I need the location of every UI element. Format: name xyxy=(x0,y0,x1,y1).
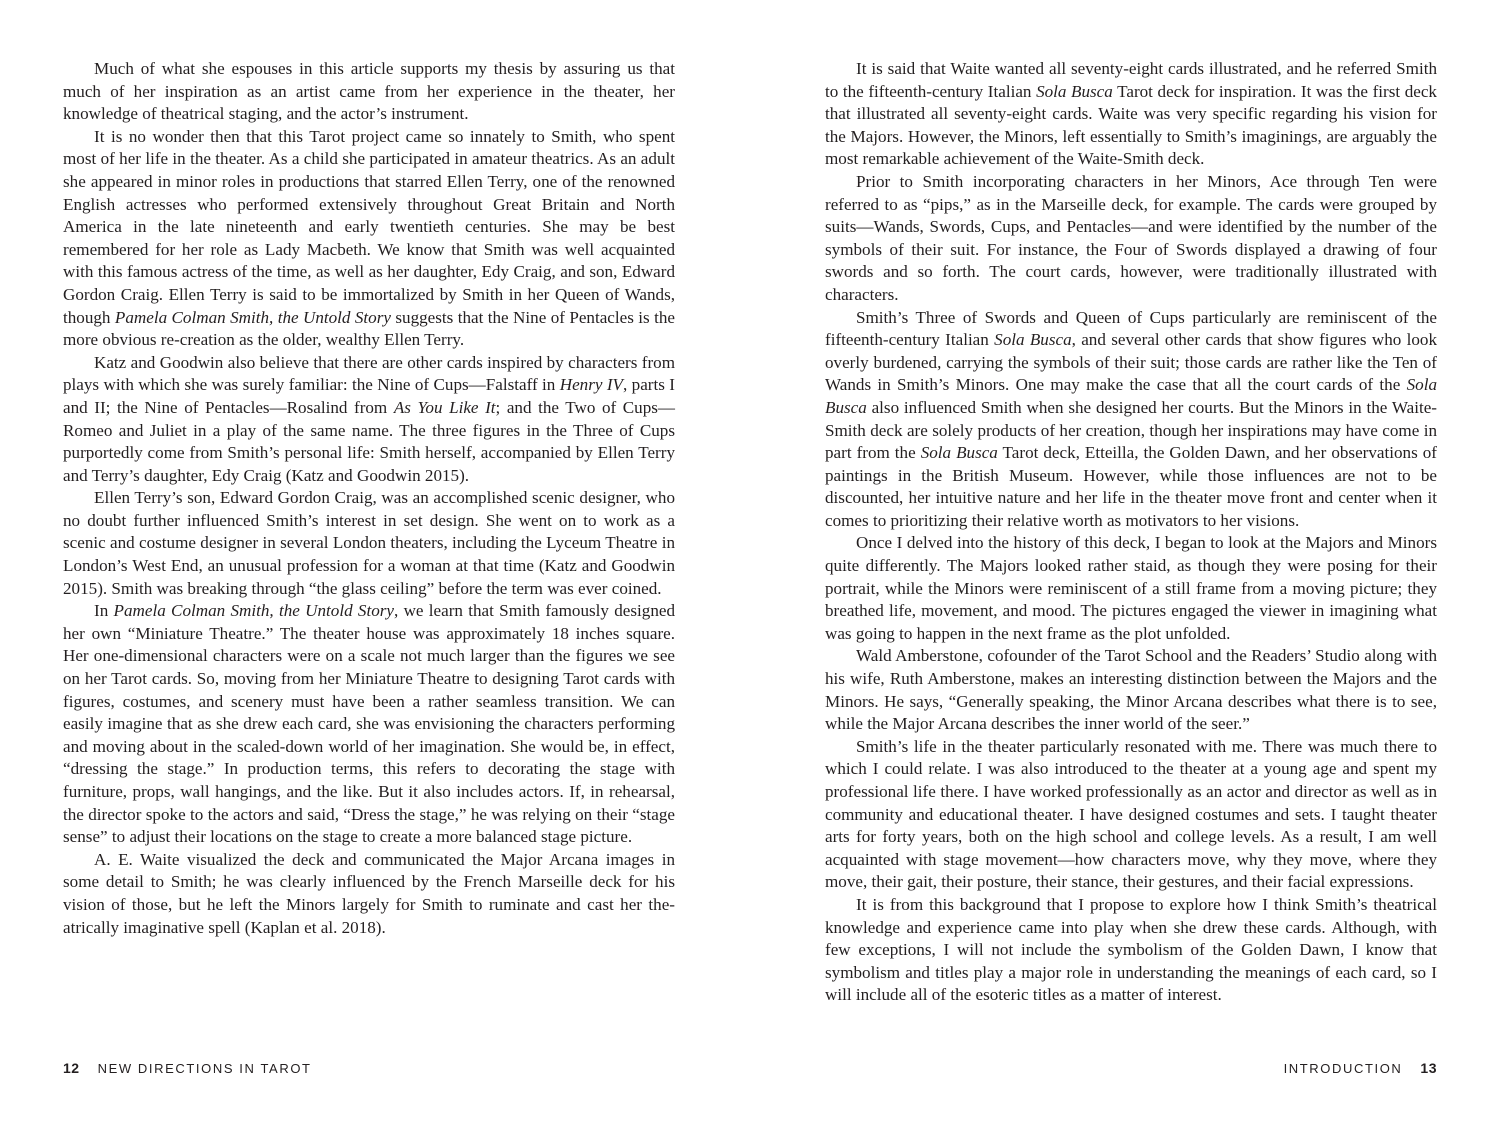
body-paragraph: Smith’s Three of Swords and Queen of Cups particularly are reminiscent of the fifteenth-century Italian Sola Busca, and several other cards that show figures who look overly burdened, carrying the symbols of their suit; those cards are rather like the Ten of Wands in Smith’s Minors. One may make the case that all the court cards of the Sola Busca also influenced Smith when she designed her courts. But the Minors in the Waite-Smith deck are solely products of her creation, though her inspirations may have come in part from the Sola Busca Tarot deck, Etteilla, the Golden Dawn, and her observations of paintings in the British Museum. However, while those influences are not to be discounted, her intuitive nature and her life in the theater move front and center when it comes to prioritizing their relative worth as motivators to her visions. xyxy=(825,307,1437,530)
body-paragraph: Wald Amberstone, cofounder of the Tarot School and the Readers’ Studio along with his wife, Ruth Amberstone, makes an interesting distinction between the Majors and the Minors. He says, “Generally speaking, the Minor Arcana describes what there is to see, while the Major Arcana describes the inner world of the seer.” xyxy=(825,646,1437,734)
body-paragraph: Katz and Goodwin also believe that there are other cards inspired by characters from plays with which she was surely familiar: the Nine of Cups—Falstaff in Henry IV, parts I and II; the Nine of Pentacles—Rosalind from As You Like It; and the Two of Cups—Romeo and Juliet in a play of the same name. The three figures in the Three of Cups purportedly come from Smith’s personal life: Smith herself, accompanied by Ellen Terry and Terry’s daughter, Edy Craig (Katz and Goodwin 2015). xyxy=(63,352,676,485)
left-page xyxy=(63,58,675,939)
right-footer xyxy=(1284,1060,1437,1076)
body-paragraph: It is no wonder then that this Tarot project came so innately to Smith, who spent most of her life in the theater. As a child she participated in amateur theatrics. As an adult she appeared in minor roles in productions that starred Ellen Terry, one of the renowned English actresses who performed extensively throughout Great Britain and North America in the late nineteenth and early twentieth centuries. She may be best remembered for her role as Lady Macbeth. We know that Smith was well acquainted with this famous actress of the time, as well as her daughter, Edy Craig, and son, Edward Gordon Craig. Ellen Terry is said to be immortalized by Smith in her Queen of Wands, though Pamela Colman Smith, the Untold Story suggests that the Nine of Pentacles is the more obvious re-creation as the older, wealthy Ellen Terry. xyxy=(63,126,675,350)
running-head: INTRODUCTION xyxy=(1283,1061,1403,1076)
page-number: 12 xyxy=(63,1060,80,1076)
body-paragraph: A. E. Waite visualized the deck and communicated the Major Arcana images in some detail to Smith; he was clearly influenced by the French Marseille deck for his vision of those, but he left the Minors largely for Smith to ruminate and cast her theatrically imaginative spell (Kaplan et al. 2018). xyxy=(63,849,675,937)
body-paragraph: Smith’s life in the theater particularly resonated with me. There was much there to which I could relate. I was also introduced to the theater at a young age and spent my professional life there. I have worked professionally as an actor and director as well as in community and educational theater. I have designed costumes and sets. I taught theater arts for forty years, both on the high school and college levels. As a result, I am well acquainted with stage movement—how characters move, why they move, where they move, their gait, their posture, their stance, their gestures, and their facial expressions. xyxy=(825,736,1437,892)
left-footer xyxy=(63,1060,312,1076)
right-page xyxy=(825,58,1437,1007)
body-paragraph: Prior to Smith incorporating characters in her Minors, Ace through Ten were referred to as “pips,” as in the Marseille deck, for example. The cards were grouped by suits—Wands, Swords, Cups, and Pentacles—and were identified by the number of the symbols of their suit. For instance, the Four of Swords displayed a drawing of four swords and so forth. The court cards, however, were traditionally illustrated with characters. xyxy=(825,171,1437,304)
body-paragraph: It is from this background that I propose to explore how I think Smith’s theatrical knowledge and experience came into play when she drew these cards. Although, with few exceptions, I will not include the symbolism of the Golden Dawn, I know that symbolism and titles play a major role in understanding the meanings of each card, so I will include all of the esoteric titles as a matter of interest. xyxy=(825,894,1437,1005)
body-paragraph: In Pamela Colman Smith, the Untold Story, we learn that Smith famously designed her own “Miniature Theatre.” The theater house was approximately 18 inches square. Her one-dimensional characters were on a scale not much larger than the figures we see on her Tarot cards. So, moving from her Miniature Theatre to designing Tarot cards with figures, costumes, and scenery must have been a rather seamless transition. We can easily imagine that as she drew each card, she was envisioning the characters performing and moving about in the scaled-down world of her imagination. She would be, in effect, “dressing the stage.” In production terms, this refers to decorating the stage with furniture, props, wall hangings, and the like. But it also includes actors. If, in rehearsal, the director spoke to the actors and said, “Dress the stage,” he was relying on their “stage sense” to adjust their locations on the stage to create a more balanced stage picture. xyxy=(63,601,675,847)
running-head: NEW DIRECTIONS IN TAROT xyxy=(97,1061,312,1076)
body-paragraph: It is said that Waite wanted all seventy-eight cards illustrated, and he referred Smith to the fifteenth-century Italian Sola Busca Tarot deck for inspiration. It was the first deck that illustrated all seventy-eight cards. Waite was very specific regarding his vision for the Majors. However, the Minors, left essentially to Smith’s imaginings, are arguably the most remarkable achievement of the Waite-Smith deck. xyxy=(825,59,1437,169)
body-paragraph: Once I delved into the history of this deck, I began to look at the Majors and Minors quite differently. The Majors looked rather staid, as though they were posing for their portrait, while the Minors were reminiscent of a still frame from a moving picture; they breathed life, movement, and mood. The pictures engaged the viewer in imagining what was going to happen in the next frame as the plot unfolded. xyxy=(825,533,1437,643)
body-paragraph: Ellen Terry’s son, Edward Gordon Craig, was an accomplished scenic designer, who no doubt further influenced Smith’s interest in set design. She went on to work as a scenic and costume designer in several London theaters, including the Lyceum Theatre in London’s West End, an unusual profession for a woman at that time (Katz and Goodwin 2015). Smith was breaking through “the glass ceiling” before the term was ever coined. xyxy=(63,488,675,598)
body-paragraph: Much of what she espouses in this article supports my thesis by assuring us that much of her inspiration as an artist came from her experience in the theater, her knowledge of theatrical staging, and the actor’s instrument. xyxy=(63,59,675,124)
page-number: 13 xyxy=(1420,1060,1437,1076)
